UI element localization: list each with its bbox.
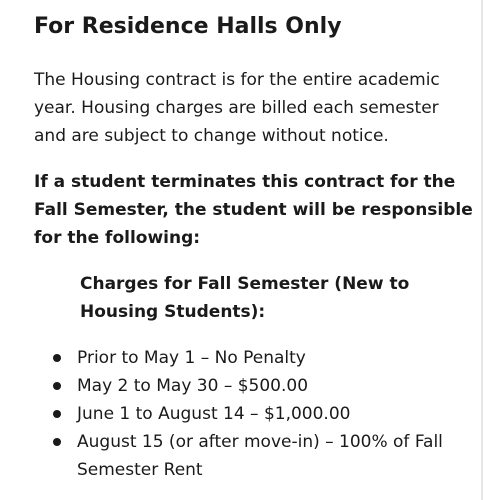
intro-paragraph bbox=[34, 66, 464, 150]
list-item-text: May 2 to May 30 – $500.00 bbox=[77, 376, 309, 396]
list-item bbox=[0, 400, 483, 428]
bullet-icon bbox=[53, 438, 61, 446]
charges-list bbox=[0, 344, 483, 484]
intro-line: year. Housing charges are billed each semester bbox=[34, 98, 439, 118]
list-item bbox=[0, 428, 483, 484]
list-item-text: Prior to May 1 – No Penalty bbox=[77, 348, 306, 368]
intro-line: The Housing contract is for the entire academic bbox=[34, 70, 440, 90]
subheading-line: Housing Students): bbox=[80, 302, 266, 322]
termination-line: for the following: bbox=[34, 228, 201, 248]
list-item bbox=[0, 372, 483, 400]
list-item-text: August 15 (or after move-in) – 100% of Fall bbox=[77, 432, 443, 452]
list-item bbox=[0, 344, 483, 372]
bullet-icon bbox=[53, 354, 61, 362]
list-item-text: June 1 to August 14 – $1,000.00 bbox=[77, 404, 351, 424]
bullet-icon bbox=[53, 382, 61, 390]
termination-notice bbox=[34, 168, 473, 252]
termination-line: Fall Semester, the student will be responsible bbox=[34, 200, 473, 220]
subheading-line: Charges for Fall Semester (New to bbox=[80, 274, 410, 294]
bullet-icon bbox=[53, 410, 61, 418]
section-heading: For Residence Halls Only bbox=[34, 14, 342, 39]
charges-subheading bbox=[80, 270, 460, 326]
termination-line: If a student terminates this contract for the bbox=[34, 172, 456, 192]
list-item-text: Semester Rent bbox=[77, 460, 203, 480]
intro-line: and are subject to change without notice. bbox=[34, 126, 389, 146]
